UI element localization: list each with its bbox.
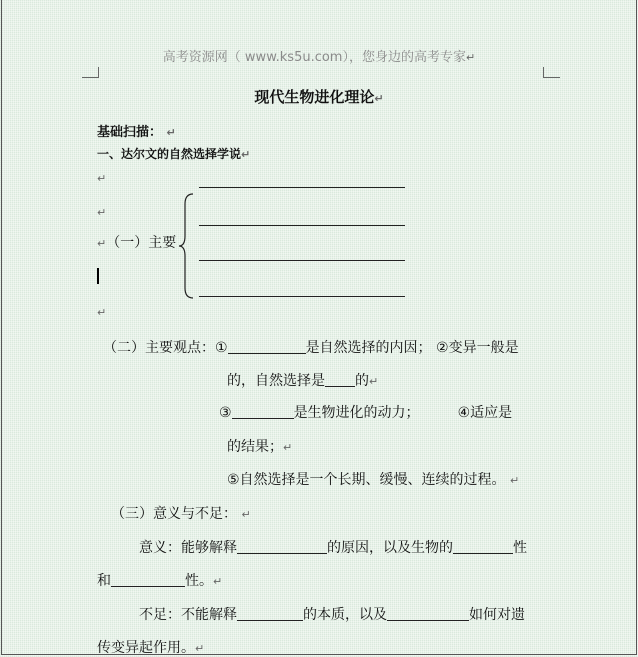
blank [111, 572, 185, 587]
meaning-line: 意义：能够解释 的原因，以及生物的 性 [139, 540, 527, 556]
scan-label: 基础扫描： ↵ [97, 125, 176, 140]
blank [237, 606, 303, 621]
blank [325, 372, 355, 387]
blank [237, 539, 327, 554]
crop-mark-left [82, 67, 99, 78]
paragraph-mark: ↵ [97, 206, 107, 219]
blank-line-2 [199, 225, 405, 226]
blank-line-4 [199, 296, 405, 297]
part3-heading: （三）意义与不足： ↵ [111, 506, 251, 522]
page-header: 高考资源网（ www.ks5u.com），您身边的高考专家↵ [162, 50, 476, 65]
document-title: 现代生物进化理论↵ [254, 88, 384, 106]
part2-line-4: 的结果；↵ [227, 439, 293, 455]
blank [228, 339, 306, 354]
blank-line-3 [199, 260, 405, 261]
section-heading: 一、达尔文的自然选择学说↵ [97, 147, 251, 161]
curly-brace [178, 192, 194, 300]
part2-line-5: ⑤自然选择是一个长期、缓慢、连续的过程。 ↵ [227, 472, 520, 488]
meaning-line-2: 和 性。↵ [97, 573, 223, 589]
paragraph-mark: ↵ [97, 172, 107, 185]
blank-line-1 [199, 187, 405, 188]
shortcoming-line-2: 传变异起作用。↵ [97, 640, 205, 656]
blank [453, 539, 513, 554]
shortcoming-line: 不足：不能解释 的本质，以及 如何对遗 [139, 607, 525, 623]
blank [232, 404, 294, 419]
part1-label: ↵（一）主要 [97, 235, 177, 251]
part2-line-1: （二）主要观点：① 是自然选择的内因； ②变异一般是 [103, 340, 519, 356]
part2-line-2: 的，自然选择是 的↵ [227, 373, 379, 389]
part2-line-3: ③ 是生物进化的动力； ④适应是 [219, 405, 513, 421]
paragraph-mark: ↵ [97, 306, 107, 319]
crop-mark-right [543, 67, 560, 78]
blank [387, 606, 469, 621]
text-cursor [97, 268, 99, 284]
